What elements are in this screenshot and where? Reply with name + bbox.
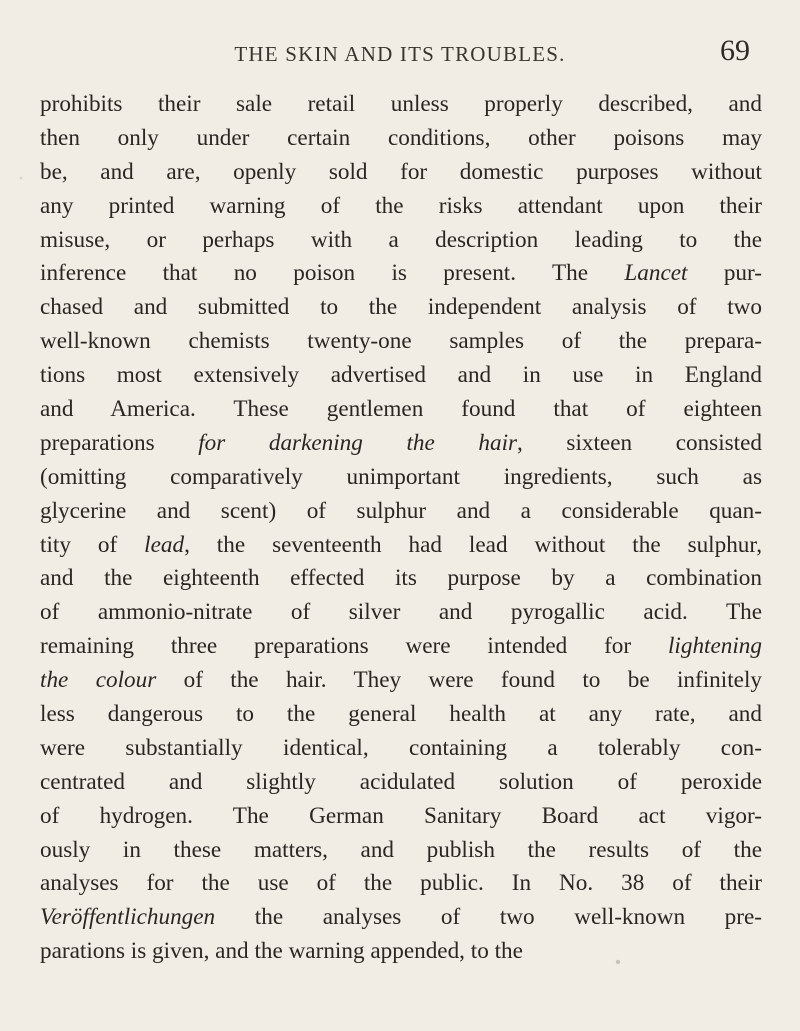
text-line: [40, 88, 762, 122]
text-span: of hydrogen. The German Sanitary Board act vigor-: [40, 802, 762, 829]
text-span: be, and are, openly sold for domestic purposes without: [40, 158, 762, 185]
italic-phrase: for darkening the hair: [198, 429, 518, 456]
text-line: [40, 359, 762, 393]
text-span: of ammonio-nitrate of silver and pyrogallic acid. The: [40, 599, 762, 626]
text-line: [40, 257, 762, 291]
text-span: remaining three preparations were intended for: [40, 633, 668, 660]
text-line: [40, 834, 762, 868]
text-line: [40, 698, 762, 732]
text-line: [40, 596, 762, 630]
text-line: [40, 190, 762, 224]
text-line: [40, 495, 762, 529]
text-span: the analyses of two well-known pre-: [215, 904, 762, 931]
italic-title-lancet: Lancet: [624, 260, 688, 287]
text-line: [40, 325, 762, 359]
text-line: [40, 393, 762, 427]
text-line: [40, 630, 762, 664]
text-line: [40, 664, 762, 698]
text-line: [40, 461, 762, 495]
italic-word: lightening: [667, 633, 762, 660]
text-span: , sixteen consisted: [517, 429, 763, 456]
text-span: misuse, or perhaps with a description leading to the: [40, 226, 762, 253]
text-line: [40, 732, 762, 766]
text-line: [40, 867, 762, 901]
text-span: ously in these matters, and publish the results of the: [40, 836, 762, 863]
body-text: [40, 88, 762, 969]
text-span: preparations: [40, 429, 199, 456]
text-span: chased and submitted to the independent analysis of two: [40, 294, 762, 321]
text-line: [40, 901, 762, 935]
paper-speck: [20, 177, 23, 180]
text-line: [40, 529, 762, 563]
italic-phrase: the colour: [40, 667, 157, 694]
page-number: 69: [720, 34, 750, 67]
text-span: analyses for the use of the public. In No. 38 of their: [40, 870, 762, 897]
text-line: [40, 766, 762, 800]
text-span: were substantially identical, containing a tolerably con-: [40, 734, 762, 761]
text-span: any printed warning of the risks attendant upon their: [40, 192, 762, 219]
running-head: THE SKIN AND ITS TROUBLES.: [234, 42, 566, 66]
text-line: [40, 427, 762, 461]
text-span: of the hair. They were found to be infinitely: [156, 667, 762, 694]
italic-title: Veröffentlichungen: [40, 904, 216, 931]
text-span: glycerine and scent) of sulphur and a considerable quan-: [40, 497, 762, 524]
text-line: [40, 291, 762, 325]
text-span: then only under certain conditions, other poisons may: [40, 124, 762, 151]
text-span: tity of: [40, 531, 145, 558]
text-line: [40, 122, 762, 156]
text-line: [40, 935, 762, 969]
text-span: well-known chemists twenty-one samples of the prepara-: [40, 328, 762, 355]
text-span: and America. These gentlemen found that of eighteen: [40, 396, 762, 423]
text-span: (omitting comparatively unimportant ingredients, such as: [40, 463, 762, 490]
text-span: pur-: [687, 260, 763, 287]
text-span: parations is given, and the warning appended, to the: [40, 938, 523, 965]
text-span: , the seventeenth had lead without the sulphur,: [184, 531, 762, 558]
text-span: centrated and slightly acidulated solution of peroxide: [40, 768, 762, 795]
italic-word: lead: [144, 531, 185, 558]
page-header: [0, 34, 800, 74]
text-line: [40, 156, 762, 190]
text-line: [40, 562, 762, 596]
text-line: [40, 224, 762, 258]
text-span: inference that no poison is present. The: [40, 260, 625, 287]
text-span: prohibits their sale retail unless properly described, and: [40, 91, 762, 117]
text-span: and the eighteenth effected its purpose by a combination: [40, 565, 762, 592]
text-span: less dangerous to the general health at any rate, and: [40, 701, 762, 728]
text-line: [40, 800, 762, 834]
text-span: tions most extensively advertised and in use in England: [40, 362, 762, 389]
